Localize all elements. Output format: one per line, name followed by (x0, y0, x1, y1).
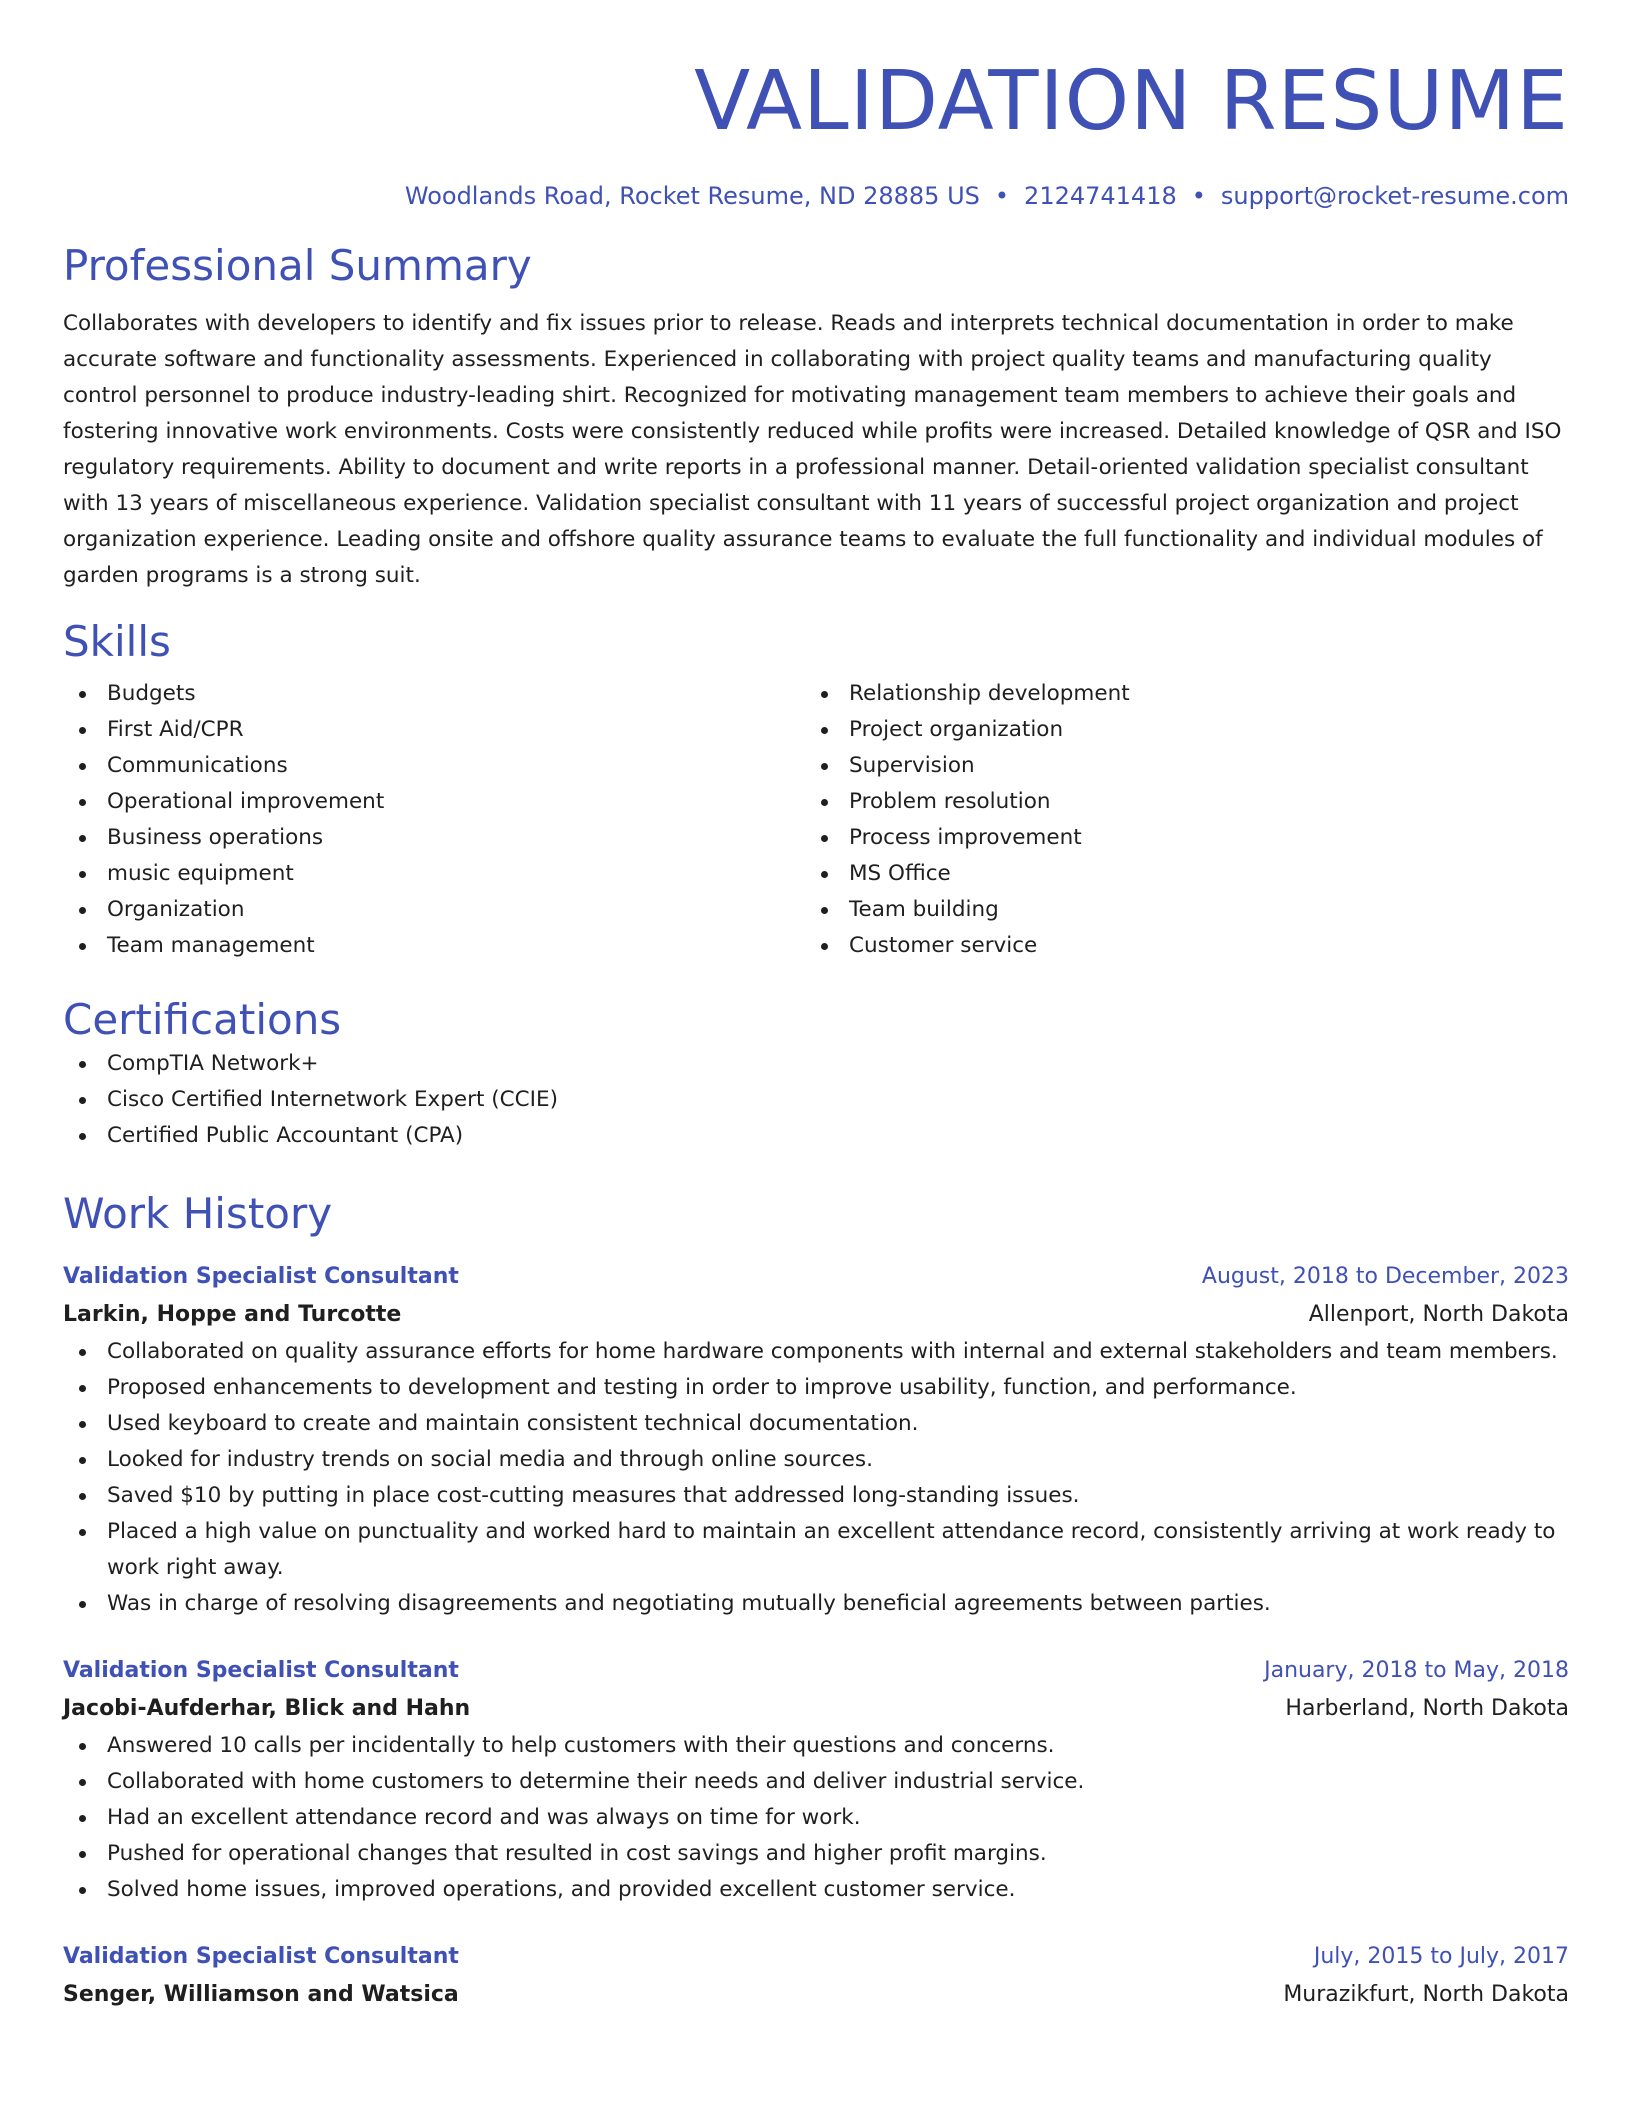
job-bullet: Collaborated on quality assurance efforts for home hardware components with internal and external stakeholders and team members. (63, 1334, 1569, 1370)
skill-item: Business operations (63, 820, 805, 856)
job-company-row (63, 1976, 1569, 2014)
certifications-list (63, 1046, 1569, 1154)
skills-section (63, 616, 1569, 964)
section-title-certifications: Certifications (63, 995, 342, 1044)
certification-item: Certified Public Accountant (CPA) (63, 1118, 1569, 1154)
skill-item: music equipment (63, 856, 805, 892)
skill-item: Organization (63, 892, 805, 928)
job-company: Larkin, Hoppe and Turcotte (63, 1302, 402, 1327)
skill-item: Team management (63, 928, 805, 964)
job-location: Allenport, North Dakota (1308, 1302, 1569, 1327)
skill-item: Process improvement (805, 820, 1547, 856)
job-title-row (63, 1652, 1569, 1690)
section-title-work-history: Work History (63, 1189, 333, 1238)
job-bullet: Placed a high value on punctuality and worked hard to maintain an excellent attendance record, consistently arriving at work ready to work right away. (63, 1514, 1569, 1586)
section-title-summary: Professional Summary (63, 241, 532, 290)
skills-list-right (805, 676, 1547, 964)
skill-item: Communications (63, 748, 805, 784)
contact-line (63, 180, 1569, 212)
certification-item: Cisco Certified Internetwork Expert (CCIE) (63, 1082, 1569, 1118)
job-bullet: Answered 10 calls per incidentally to help customers with their questions and concerns. (63, 1728, 1569, 1764)
job-title: Validation Specialist Consultant (63, 1944, 459, 1969)
skill-item: Relationship development (805, 676, 1547, 712)
job-company: Jacobi-Aufderhar, Blick and Hahn (63, 1696, 471, 1721)
job-location: Harberland, North Dakota (1285, 1696, 1569, 1721)
contact-address: Woodlands Road, Rocket Resume, ND 28885 US (404, 182, 980, 210)
job-company-row (63, 1690, 1569, 1728)
job-title: Validation Specialist Consultant (63, 1264, 459, 1289)
skills-list-left (63, 676, 805, 964)
job-bullet: Solved home issues, improved operations, and provided excellent customer service. (63, 1872, 1569, 1908)
job-title-row (63, 1938, 1569, 1976)
skill-item: Problem resolution (805, 784, 1547, 820)
resume-header (63, 50, 1569, 212)
job-bullet-list (63, 1334, 1569, 1622)
job-entry (63, 1258, 1569, 1622)
job-title-row (63, 1258, 1569, 1296)
job-company: Senger, Williamson and Watsica (63, 1982, 459, 2007)
skill-item: Customer service (805, 928, 1547, 964)
job-bullet: Pushed for operational changes that resulted in cost savings and higher profit margins. (63, 1836, 1569, 1872)
skill-item: MS Office (805, 856, 1547, 892)
job-bullet-list (63, 1728, 1569, 1908)
skill-item: Operational improvement (63, 784, 805, 820)
job-company-row (63, 1296, 1569, 1334)
job-bullet: Proposed enhancements to development and testing in order to improve usability, function, and performance. (63, 1370, 1569, 1406)
skill-item: Budgets (63, 676, 805, 712)
job-bullet: Saved $10 by putting in place cost-cutting measures that addressed long-standing issues. (63, 1478, 1569, 1514)
contact-separator: • (994, 182, 1010, 210)
summary-section (63, 240, 1569, 594)
summary-text: Collaborates with developers to identify and fix issues prior to release. Reads and interprets technical documentation in order to make accurate software and functionality assessments. Experienced in collaborating with project quality teams and manufacturing quality control personnel to produce industry-leading shirt. Recognized for motivating management team members to achieve their goals and fostering innovative work environments. Costs were consistently reduced while profits were increased. Detailed knowledge of QSR and ISO regulatory requirements. Ability to document and write reports in a professional manner. Detail-oriented validation specialist consultant with 13 years of miscellaneous experience. Validation specialist consultant with 11 years of successful project organization and project organization experience. Leading onsite and offshore quality assurance teams to evaluate the full functionality and individual modules of garden programs is a strong suit. (63, 311, 1562, 588)
job-dates: August, 2018 to December, 2023 (1201, 1264, 1569, 1289)
certifications-section (63, 994, 1569, 1154)
contact-separator: • (1191, 182, 1206, 210)
job-dates: January, 2018 to May, 2018 (1264, 1658, 1569, 1683)
job-entry (63, 1652, 1569, 1908)
job-bullet: Was in charge of resolving disagreements and negotiating mutually beneficial agreements between parties. (63, 1586, 1569, 1622)
contact-phone: 2124741418 (1024, 182, 1177, 210)
skill-item: Supervision (805, 748, 1547, 784)
contact-email: support@rocket-resume.com (1220, 182, 1569, 210)
job-dates: July, 2015 to July, 2017 (1313, 1944, 1569, 1969)
skill-item: First Aid/CPR (63, 712, 805, 748)
work-history-section (63, 1188, 1569, 2014)
skill-item: Team building (805, 892, 1547, 928)
job-bullet: Looked for industry trends on social media and through online sources. (63, 1442, 1569, 1478)
skills-columns (63, 676, 1569, 964)
job-bullet: Collaborated with home customers to determine their needs and deliver industrial service. (63, 1764, 1569, 1800)
job-title: Validation Specialist Consultant (63, 1658, 459, 1683)
section-title-skills: Skills (63, 617, 171, 666)
skill-item: Project organization (805, 712, 1547, 748)
certification-item: CompTIA Network+ (63, 1046, 1569, 1082)
job-location: Murazikfurt, North Dakota (1283, 1982, 1569, 2007)
job-entry (63, 1938, 1569, 2014)
job-bullet: Had an excellent attendance record and was always on time for work. (63, 1800, 1569, 1836)
candidate-name: VALIDATION RESUME (694, 54, 1569, 149)
job-bullet: Used keyboard to create and maintain consistent technical documentation. (63, 1406, 1569, 1442)
